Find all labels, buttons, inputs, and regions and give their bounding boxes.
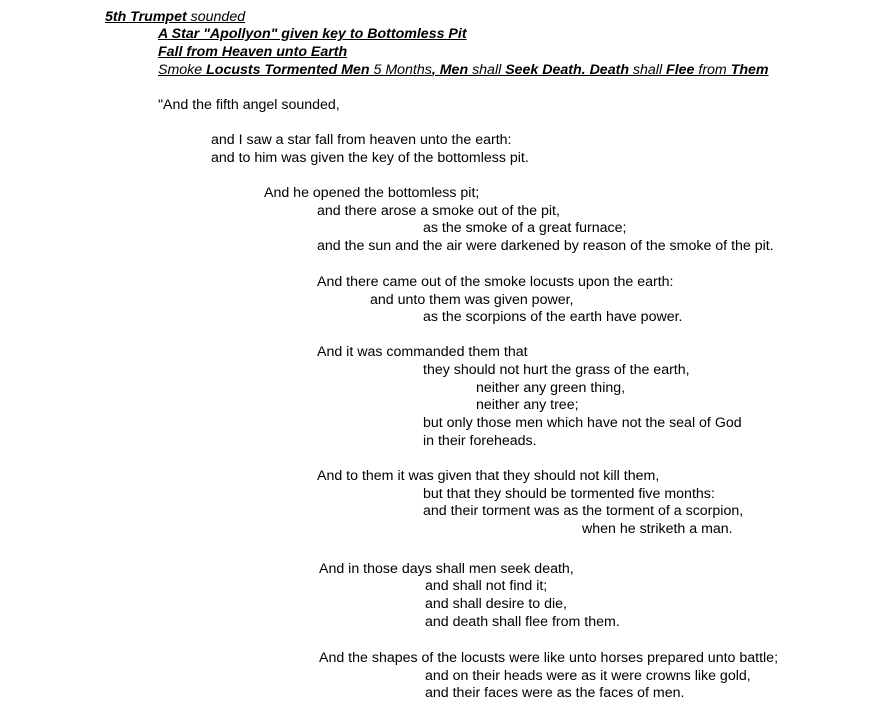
heading-line-4-part: Them	[730, 62, 769, 78]
verse-line: neither any tree;	[476, 397, 579, 413]
heading-line-1	[105, 8, 245, 26]
heading-line-4	[158, 61, 769, 79]
heading-line-4-part: Flee	[666, 62, 695, 78]
verse-line: they should not hurt the grass of the earth,	[423, 362, 690, 378]
verse-line: and shall not find it;	[425, 578, 548, 594]
verse-line: in their foreheads.	[423, 433, 537, 449]
verse-line: as the smoke of a great furnace;	[423, 220, 627, 236]
verse-line: and their faces were as the faces of men.	[425, 685, 685, 701]
verse-line: And it was commanded them that	[317, 344, 528, 360]
heading-line-4-part: 5 Months	[369, 62, 432, 78]
verse-line: and their torment was as the torment of a scorpion,	[423, 503, 744, 519]
heading-line-2: A Star "Apollyon" given key to Bottomless Pit	[158, 26, 467, 42]
verse-line: and unto them was given power,	[370, 292, 574, 308]
heading-sounded: sounded	[186, 9, 246, 25]
verse-line: when he striketh a man.	[582, 521, 733, 537]
heading-line-4-part: Locusts Tormented Men	[206, 62, 370, 78]
heading-trumpet: 5th Trumpet	[105, 9, 187, 25]
heading-line-4-part: , Men	[431, 62, 469, 78]
verse-line: And the shapes of the locusts were like unto horses prepared unto battle;	[319, 650, 779, 666]
verse-line: and death shall flee from them.	[425, 614, 620, 630]
verse-line: And to them it was given that they should not kill them,	[317, 468, 660, 484]
verse-line: but that they should be tormented five months:	[423, 486, 715, 502]
verse-line: but only those men which have not the seal of God	[423, 415, 742, 431]
verse-line: and to him was given the key of the bottomless pit.	[211, 150, 529, 166]
verse-line: as the scorpions of the earth have power.	[423, 309, 683, 325]
verse-line: and there arose a smoke out of the pit,	[317, 203, 560, 219]
verse-line: And he opened the bottomless pit;	[264, 185, 480, 201]
heading-line-4-part: Seek Death. Death	[505, 62, 629, 78]
verse-line: neither any green thing,	[476, 380, 626, 396]
heading-line-4-part: Smoke	[158, 62, 207, 78]
heading-line-3: Fall from Heaven unto Earth	[158, 44, 348, 60]
verse-line: and the sun and the air were darkened by reason of the smoke of the pit.	[317, 238, 774, 254]
verse-line: And there came out of the smoke locusts upon the earth:	[317, 274, 674, 290]
verse-line: and on their heads were as it were crowns like gold,	[425, 668, 751, 684]
verse-line: And in those days shall men seek death,	[319, 561, 574, 577]
heading-line-4-part: shall	[468, 62, 506, 78]
heading-line-4-part: from	[694, 62, 731, 78]
verse-line: and I saw a star fall from heaven unto the earth:	[211, 132, 512, 148]
verse-line: and shall desire to die,	[425, 596, 567, 612]
heading-line-4-part: shall	[628, 62, 667, 78]
verse-line: "And the fifth angel sounded,	[158, 97, 340, 113]
